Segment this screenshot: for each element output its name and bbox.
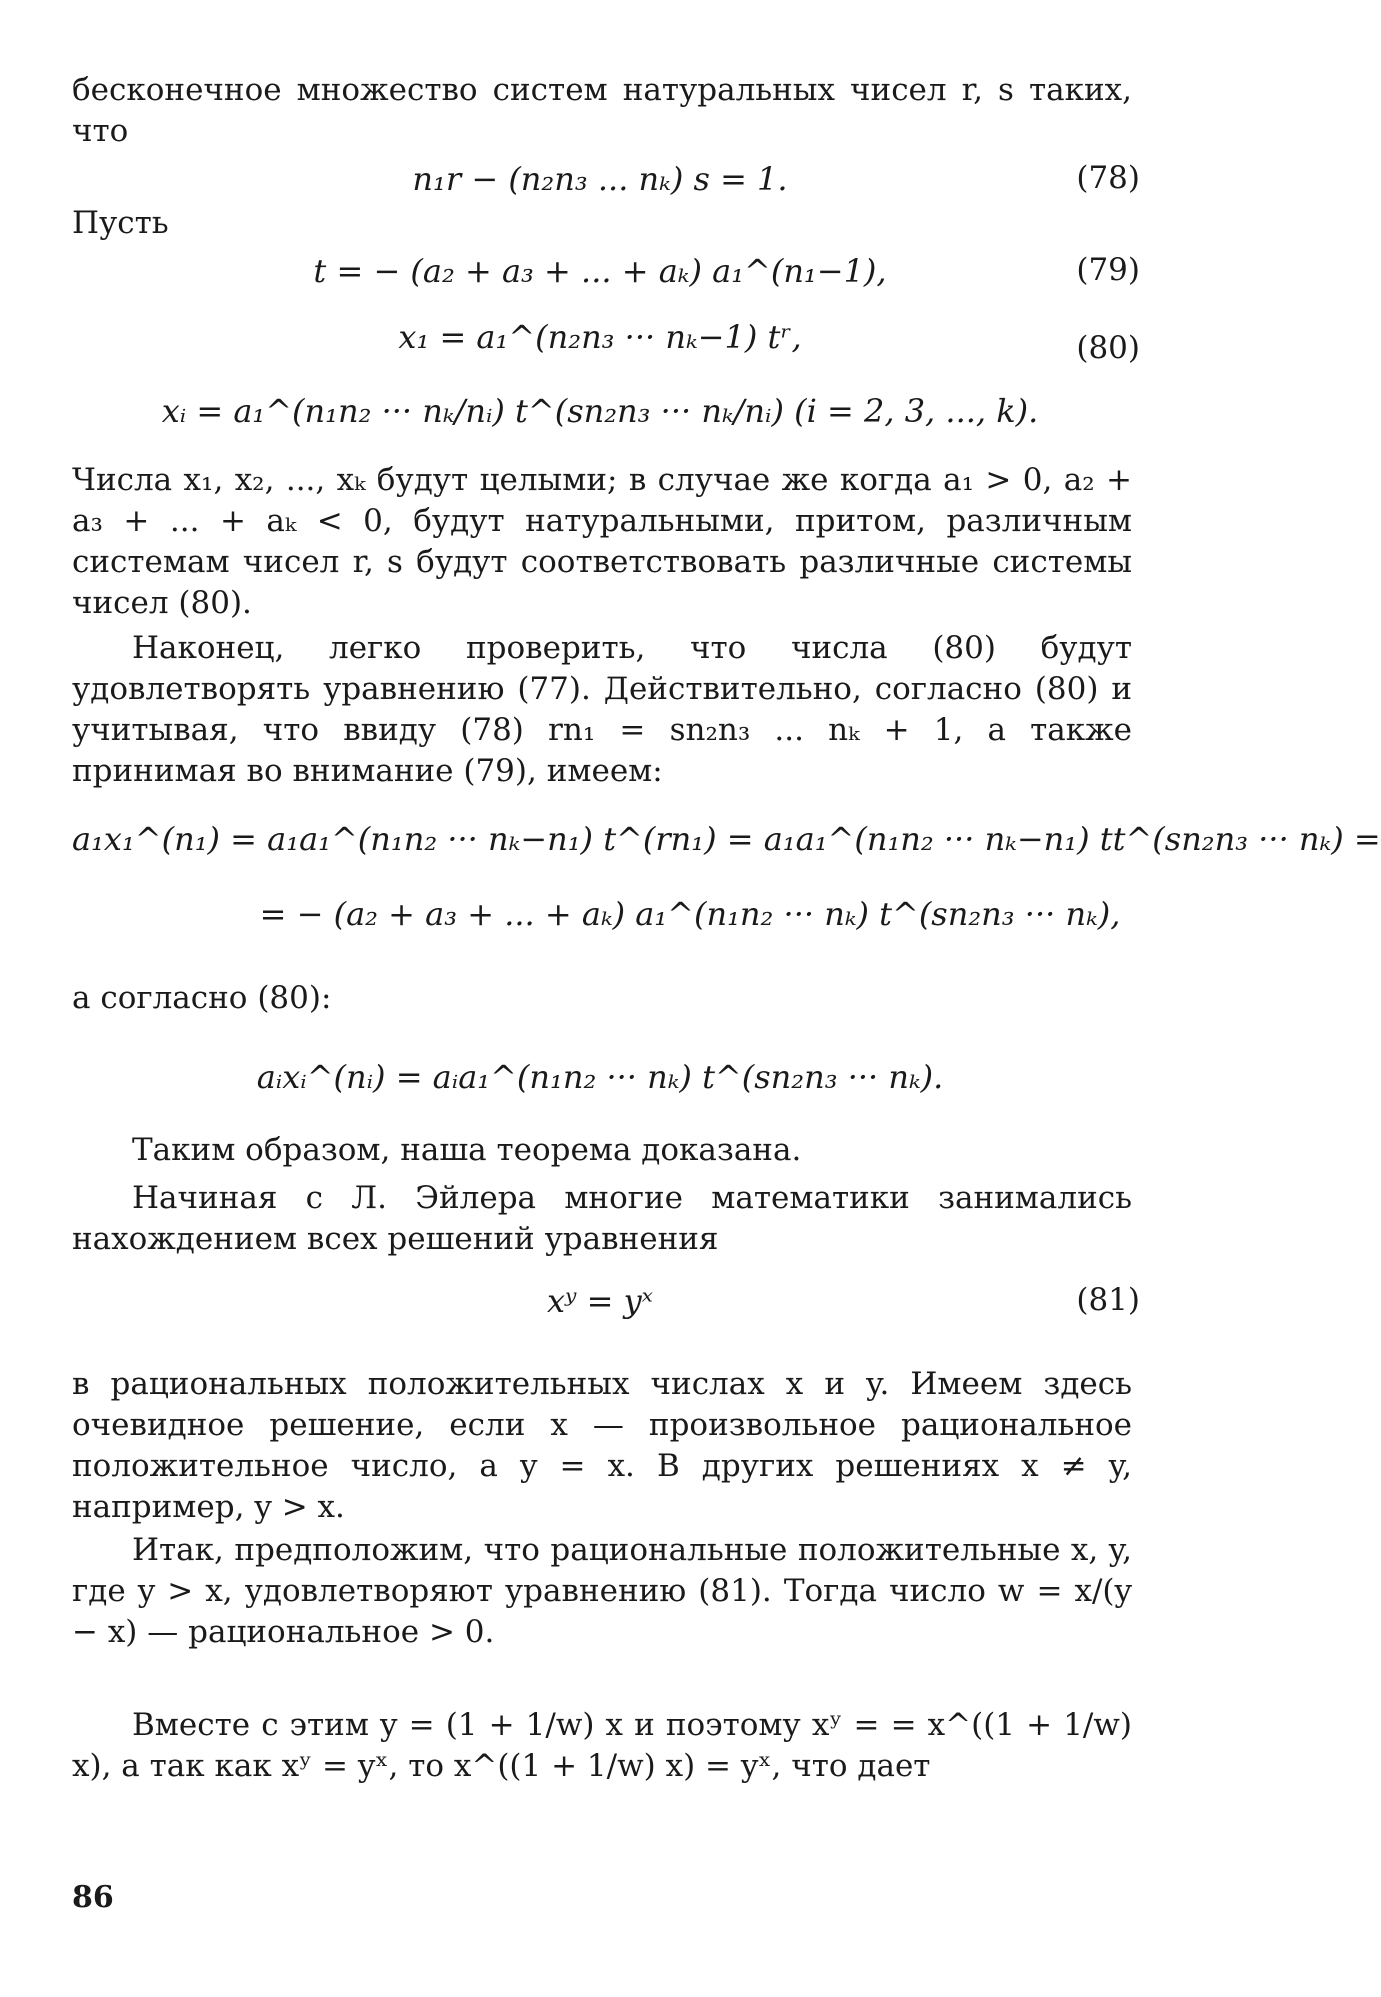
paragraph-5: Начиная с Л. Эйлера многие математики занимались нахождением всех решений уравнения [72,1180,1132,1257]
equation-78-number: (78) [1076,160,1140,196]
equation-78-formula: n₁r − (n₂n₃ ... nₖ) s = 1. [412,160,788,198]
equation-chain-line-1: a₁x₁^(n₁) = a₁a₁^(n₁n₂ ··· nₖ−n₁) t^(rn₁) = a₁a₁^(n₁n₂ ··· nₖ−n₁) tt^(sn₂n₃ ··· nₖ) = [72,820,1381,858]
paragraph-7: Итак, предположим, что рациональные положительные x, y, где y > x, удовлетворяют уравнению (81). Тогда число w = x/(y − x) — рациональное > 0. [72,1532,1132,1650]
equation-79-formula: t = − (a₂ + a₃ + ... + aₖ) a₁^(n₁−1), [313,252,887,290]
paragraph-8: Вместе с этим y = (1 + 1/w) x и поэтому xʸ = = x^((1 + 1/w) x), а так как xʸ = yˣ, то x^((1 + 1/w) x) = yˣ, что дает [72,1707,1132,1784]
paragraph-6: в рациональных положительных числах x и y. Имеем здесь очевидное решение, если x — произвольное рациональное положительное число, а y = x. В других решениях x ≠ y, например, y > x. [72,1366,1132,1525]
equation-80-number: (80) [1076,330,1140,366]
equation-79-number: (79) [1076,252,1140,288]
text-soglasno: а согласно (80): [72,980,332,1016]
equation-chain-line-2: = − (a₂ + a₃ + ... + aₖ) a₁^(n₁n₂ ··· nₖ) t^(sn₂n₃ ··· nₖ), [259,895,1121,933]
equation-80-formula-b: xᵢ = a₁^(n₁n₂ ··· nₖ/nᵢ) t^(sn₂n₃ ··· nₖ/nᵢ) (i = 2, 3, ..., k). [161,392,1039,430]
paragraph-3: Наконец, легко проверить, что числа (80) будут удовлетворять уравнению (77). Действительно, согласно (80) и учитывая, что ввиду (78) rn₁ = sn₂n₃ ... nₖ + 1, а также принимая во внимание (79), имеем: [72,630,1132,789]
paragraph-2: Числа x₁, x₂, ..., xₖ будут целыми; в случае же когда a₁ > 0, a₂ + a₃ + ... + aₖ < 0, будут натуральными, притом, различным системам чисел r, s будут соответствовать различные системы чисел (80). [72,462,1132,621]
word-pust: Пусть [72,205,169,241]
equation-80-formula-a: x₁ = a₁^(n₂n₃ ··· nₖ−1) tʳ, [398,318,802,356]
paragraph-1: бесконечное множество систем натуральных чисел r, s таких, что [72,72,1132,149]
page-number: 86 [72,1880,114,1915]
equation-81-formula: xʸ = yˣ [546,1282,653,1320]
equation-final: aᵢxᵢ^(nᵢ) = aᵢa₁^(n₁n₂ ··· nₖ) t^(sn₂n₃ ··· nₖ). [256,1058,944,1096]
equation-81-number: (81) [1076,1282,1140,1318]
paragraph-4: Таким образом, наша теорема доказана. [132,1132,802,1168]
